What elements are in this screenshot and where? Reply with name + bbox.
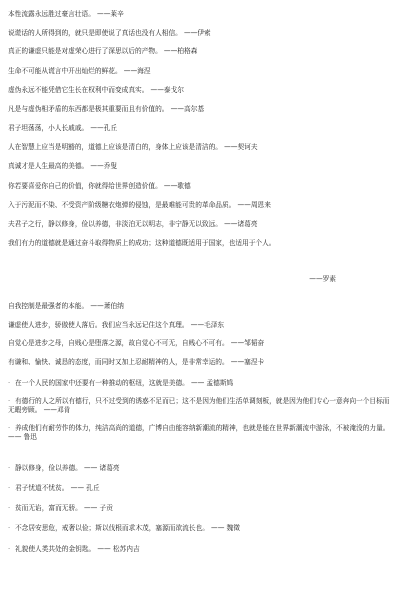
quote-line: 人在智慧上应当是明豁的，道德上应该是清白的，身体上应该是清洁的。 ——契诃夫 [8,143,258,151]
quote-line: 有谦和、愉快、诚恳的态度，而同时又加上忍耐精神的人，是非常幸运的。 ——塞涅卡 [8,358,265,366]
quote-text: 有德行的人之所以有德行，只不过受到的诱惑不足而已；这不是因为他们生活单调刻板，就是因为他们专心一意奔向一个目标而无暇旁顾。 ——邓肯 [8,397,390,414]
quote-line: 说谎话的人所得到的，就只是即使说了真话也没有人相信。 ——伊索 [8,29,211,37]
quote-line: 虚伪永远不能凭借它生长在权利中而变成真实。 ——泰戈尔 [8,86,184,94]
bullet-icon: · [8,545,11,553]
quote-line: 生命不可能从谎言中开出灿烂的鲜花。 ——海涅 [8,67,151,75]
quote-line [8,424,392,442]
quote-attribution: ——罗素 [309,275,336,283]
quote-line [8,545,392,554]
bullet-icon: · [8,484,11,492]
quote-line: 自我控制是最强者的本能。 ——萧伯纳 [8,302,124,310]
quote-text: 静以修身，俭以养德。 —— 诸葛亮 [15,464,120,472]
bullet-icon: · [8,424,11,432]
quote-line [8,524,392,533]
quote-text: 不念居安思危，戒奢以俭；斯以伐根而求木茂，塞源而欲流长也。 —— 魏徵 [15,524,240,532]
quote-text: 礼貌使人类共处的金钥匙。 —— 松苏内吉 [15,545,140,553]
quote-line: 凡是与虚伪相矛盾的东西都是极其重要而且有价值的。 ——高尔基 [8,105,205,113]
quote-line: 夫君子之行，静以修身，俭以养德，非淡泊无以明志，非宁静无以致远。 ——诸葛亮 [8,220,258,228]
quote-line: 我们有力的道德就是通过奋斗取得物质上的成功；这种道德既适用于国家，也适用于个人。 [8,239,276,247]
quote-text: 养成他们有耐劳作的体力，纯洁高尚的道德，广博自由能容纳新潮流的精神，也就是能在世界新潮流中游泳，不被淹没的力量。 —— 鲁迅 [8,424,390,441]
bullet-icon: · [8,524,11,532]
quote-text: 贫而无谄，富而无骄。 —— 子贡 [15,504,113,512]
quote-text: 在一个人民的国家中还要有一种推动的枢纽，这就是美德。 —— 孟德斯鸠 [15,379,234,387]
quote-line: 本性流露永远胜过豪言壮语。 ——莱辛 [8,10,124,18]
quote-line: 真正的谦虚只能是对虚荣心进行了深思以后的产物。 ——柏格森 [8,47,198,55]
quote-line [8,504,392,513]
quote-line [8,397,392,415]
bullet-icon: · [8,464,11,472]
quote-line [8,379,392,388]
bullet-icon: · [8,504,11,512]
bullet-icon: · [8,379,11,387]
quote-line [8,464,392,473]
bullet-icon: · [8,397,11,405]
quote-line [8,484,392,493]
quote-line: 真诚才是人生最高的美德。 ——乔叟 [8,162,118,170]
quote-line: 君子坦荡荡，小人长戚戚。 ——孔丘 [8,124,118,132]
quote-line: 入于污泥而不染、不受资产阶级糖衣炮弹的侵蚀，是最难能可贵的革命品质。 ——周恩来 [8,201,271,209]
quote-text: 君子忧道不忧贫。 —— 孔丘 [15,484,100,492]
quote-line: 自觉心是进步之母，自贱心是堕落之源，故自觉心不可无，自贱心不可有。 ——邹韬奋 [8,339,265,347]
quote-line: 谦虚使人进步，骄傲使人落后。我们应当永远记住这个真理。 ——毛泽东 [8,321,225,329]
quote-line: 你若要喜爱你自己的价值，你就得给世界创造价值。 ——歌德 [8,182,191,190]
